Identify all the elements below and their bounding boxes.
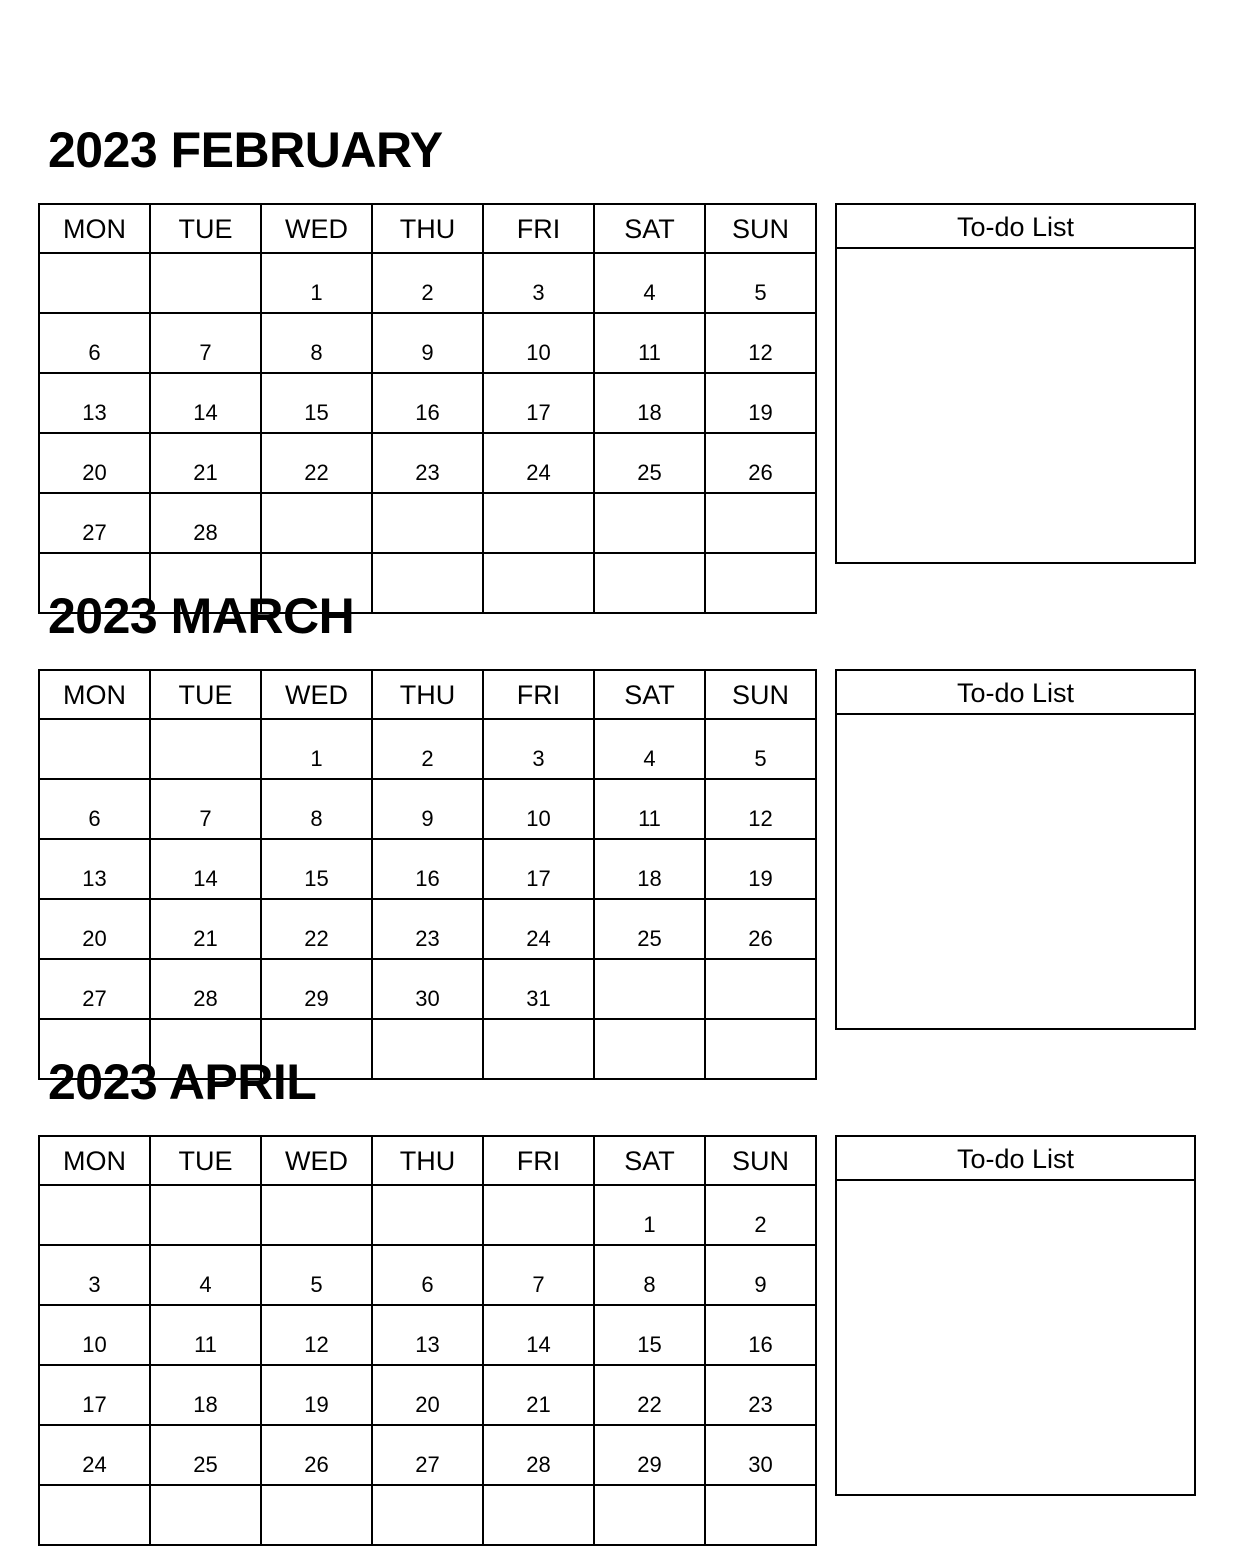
- day-cell: 26: [705, 433, 816, 493]
- todo-box-april: [835, 1135, 1196, 1496]
- day-cell: 17: [483, 373, 594, 433]
- todo-header: To-do List: [837, 1137, 1194, 1181]
- day-cell: 25: [594, 433, 705, 493]
- day-cell: 18: [594, 373, 705, 433]
- day-cell: 15: [261, 373, 372, 433]
- day-cell: 2: [372, 719, 483, 779]
- day-cell: 12: [705, 779, 816, 839]
- day-cell: 18: [594, 839, 705, 899]
- weekday-header: TUE: [150, 670, 261, 719]
- day-cell: 13: [39, 373, 150, 433]
- week-row: [39, 1485, 816, 1545]
- day-cell: 22: [261, 433, 372, 493]
- day-cell: 17: [39, 1365, 150, 1425]
- day-cell: 23: [372, 899, 483, 959]
- day-cell: [705, 493, 816, 553]
- day-cell: 13: [39, 839, 150, 899]
- week-row: [39, 253, 816, 313]
- month-title-march: 2023 MARCH: [48, 588, 355, 644]
- day-cell: [372, 1185, 483, 1245]
- day-cell: 17: [483, 839, 594, 899]
- day-cell: [483, 1185, 594, 1245]
- day-cell: [372, 1019, 483, 1079]
- week-row: [39, 899, 816, 959]
- day-cell: [705, 1019, 816, 1079]
- day-cell: 15: [594, 1305, 705, 1365]
- day-cell: [705, 959, 816, 1019]
- day-cell: 27: [39, 959, 150, 1019]
- day-cell: [372, 493, 483, 553]
- day-cell: 7: [150, 779, 261, 839]
- day-cell: 14: [150, 839, 261, 899]
- day-cell: [150, 1185, 261, 1245]
- day-cell: 23: [705, 1365, 816, 1425]
- weekday-header: WED: [261, 204, 372, 253]
- weekday-header-row: [39, 670, 816, 719]
- month-title-february: 2023 FEBRUARY: [48, 122, 443, 178]
- todo-box-february: [835, 203, 1196, 564]
- weekday-header: FRI: [483, 204, 594, 253]
- day-cell: [39, 719, 150, 779]
- day-cell: 24: [39, 1425, 150, 1485]
- day-cell: 18: [150, 1365, 261, 1425]
- day-cell: 8: [594, 1245, 705, 1305]
- day-cell: 4: [594, 719, 705, 779]
- day-cell: 30: [372, 959, 483, 1019]
- week-row: [39, 493, 816, 553]
- weekday-header-row: [39, 204, 816, 253]
- day-cell: [150, 1485, 261, 1545]
- day-cell: 12: [705, 313, 816, 373]
- week-row: [39, 313, 816, 373]
- todo-header: To-do List: [837, 205, 1194, 249]
- day-cell: 7: [150, 313, 261, 373]
- week-row: [39, 433, 816, 493]
- day-cell: 29: [594, 1425, 705, 1485]
- weekday-header: WED: [261, 670, 372, 719]
- day-cell: 16: [705, 1305, 816, 1365]
- day-cell: [705, 553, 816, 613]
- day-cell: 26: [261, 1425, 372, 1485]
- day-cell: [594, 553, 705, 613]
- weekday-header: SAT: [594, 1136, 705, 1185]
- day-cell: 6: [372, 1245, 483, 1305]
- weekday-header: MON: [39, 670, 150, 719]
- day-cell: [39, 1185, 150, 1245]
- day-cell: [39, 1485, 150, 1545]
- day-cell: 16: [372, 373, 483, 433]
- day-cell: 10: [483, 313, 594, 373]
- day-cell: 19: [705, 373, 816, 433]
- weekday-header: WED: [261, 1136, 372, 1185]
- week-row: [39, 719, 816, 779]
- day-cell: 22: [594, 1365, 705, 1425]
- week-row: [39, 1245, 816, 1305]
- weekday-header: MON: [39, 1136, 150, 1185]
- day-cell: [594, 1485, 705, 1545]
- day-cell: [372, 553, 483, 613]
- month-title-april: 2023 APRIL: [48, 1054, 317, 1110]
- day-cell: 24: [483, 433, 594, 493]
- day-cell: 9: [372, 779, 483, 839]
- day-cell: 10: [483, 779, 594, 839]
- day-cell: 28: [150, 493, 261, 553]
- week-row: [39, 779, 816, 839]
- day-cell: 5: [261, 1245, 372, 1305]
- day-cell: 16: [372, 839, 483, 899]
- day-cell: 3: [483, 719, 594, 779]
- weekday-header: SAT: [594, 204, 705, 253]
- day-cell: 21: [150, 899, 261, 959]
- day-cell: 12: [261, 1305, 372, 1365]
- weekday-header: THU: [372, 204, 483, 253]
- day-cell: [483, 1019, 594, 1079]
- weekday-header: SUN: [705, 204, 816, 253]
- day-cell: 23: [372, 433, 483, 493]
- day-cell: 28: [483, 1425, 594, 1485]
- day-cell: [261, 493, 372, 553]
- day-cell: [483, 553, 594, 613]
- day-cell: 14: [150, 373, 261, 433]
- day-cell: 1: [261, 719, 372, 779]
- day-cell: [39, 253, 150, 313]
- day-cell: [594, 493, 705, 553]
- day-cell: 25: [594, 899, 705, 959]
- weekday-header: SAT: [594, 670, 705, 719]
- weekday-header: THU: [372, 1136, 483, 1185]
- day-cell: 11: [594, 779, 705, 839]
- weekday-header: THU: [372, 670, 483, 719]
- day-cell: [150, 253, 261, 313]
- week-row: [39, 1185, 816, 1245]
- calendar-grid-april: [38, 1135, 817, 1546]
- day-cell: 8: [261, 313, 372, 373]
- day-cell: 15: [261, 839, 372, 899]
- day-cell: 21: [483, 1365, 594, 1425]
- day-cell: 19: [705, 839, 816, 899]
- day-cell: 1: [261, 253, 372, 313]
- day-cell: 20: [39, 433, 150, 493]
- day-cell: 6: [39, 313, 150, 373]
- day-cell: [261, 1485, 372, 1545]
- day-cell: [150, 719, 261, 779]
- day-cell: [261, 1185, 372, 1245]
- day-cell: 9: [372, 313, 483, 373]
- calendar-grid-february: [38, 203, 817, 614]
- day-cell: 31: [483, 959, 594, 1019]
- todo-header: To-do List: [837, 671, 1194, 715]
- week-row: [39, 839, 816, 899]
- day-cell: 3: [39, 1245, 150, 1305]
- day-cell: 14: [483, 1305, 594, 1365]
- week-row: [39, 959, 816, 1019]
- day-cell: 22: [261, 899, 372, 959]
- day-cell: [483, 1485, 594, 1545]
- weekday-header: SUN: [705, 670, 816, 719]
- day-cell: 20: [39, 899, 150, 959]
- day-cell: 9: [705, 1245, 816, 1305]
- day-cell: [705, 1485, 816, 1545]
- day-cell: 4: [594, 253, 705, 313]
- weekday-header: TUE: [150, 1136, 261, 1185]
- day-cell: 27: [39, 493, 150, 553]
- day-cell: 25: [150, 1425, 261, 1485]
- week-row: [39, 1425, 816, 1485]
- day-cell: 1: [594, 1185, 705, 1245]
- todo-box-march: [835, 669, 1196, 1030]
- day-cell: 8: [261, 779, 372, 839]
- day-cell: 20: [372, 1365, 483, 1425]
- day-cell: 10: [39, 1305, 150, 1365]
- day-cell: 2: [705, 1185, 816, 1245]
- weekday-header-row: [39, 1136, 816, 1185]
- day-cell: 6: [39, 779, 150, 839]
- day-cell: [483, 493, 594, 553]
- calendar-grid-march: [38, 669, 817, 1080]
- day-cell: 30: [705, 1425, 816, 1485]
- weekday-header: TUE: [150, 204, 261, 253]
- day-cell: [372, 1485, 483, 1545]
- day-cell: 3: [483, 253, 594, 313]
- day-cell: 4: [150, 1245, 261, 1305]
- day-cell: 26: [705, 899, 816, 959]
- weekday-header: FRI: [483, 670, 594, 719]
- day-cell: 7: [483, 1245, 594, 1305]
- day-cell: [594, 959, 705, 1019]
- day-cell: 13: [372, 1305, 483, 1365]
- day-cell: 19: [261, 1365, 372, 1425]
- day-cell: 29: [261, 959, 372, 1019]
- day-cell: 27: [372, 1425, 483, 1485]
- weekday-header: FRI: [483, 1136, 594, 1185]
- day-cell: [594, 1019, 705, 1079]
- day-cell: 2: [372, 253, 483, 313]
- weekday-header: MON: [39, 204, 150, 253]
- day-cell: 11: [594, 313, 705, 373]
- day-cell: 28: [150, 959, 261, 1019]
- day-cell: 24: [483, 899, 594, 959]
- day-cell: 5: [705, 719, 816, 779]
- day-cell: 5: [705, 253, 816, 313]
- week-row: [39, 373, 816, 433]
- day-cell: 11: [150, 1305, 261, 1365]
- day-cell: 21: [150, 433, 261, 493]
- week-row: [39, 1305, 816, 1365]
- week-row: [39, 1365, 816, 1425]
- weekday-header: SUN: [705, 1136, 816, 1185]
